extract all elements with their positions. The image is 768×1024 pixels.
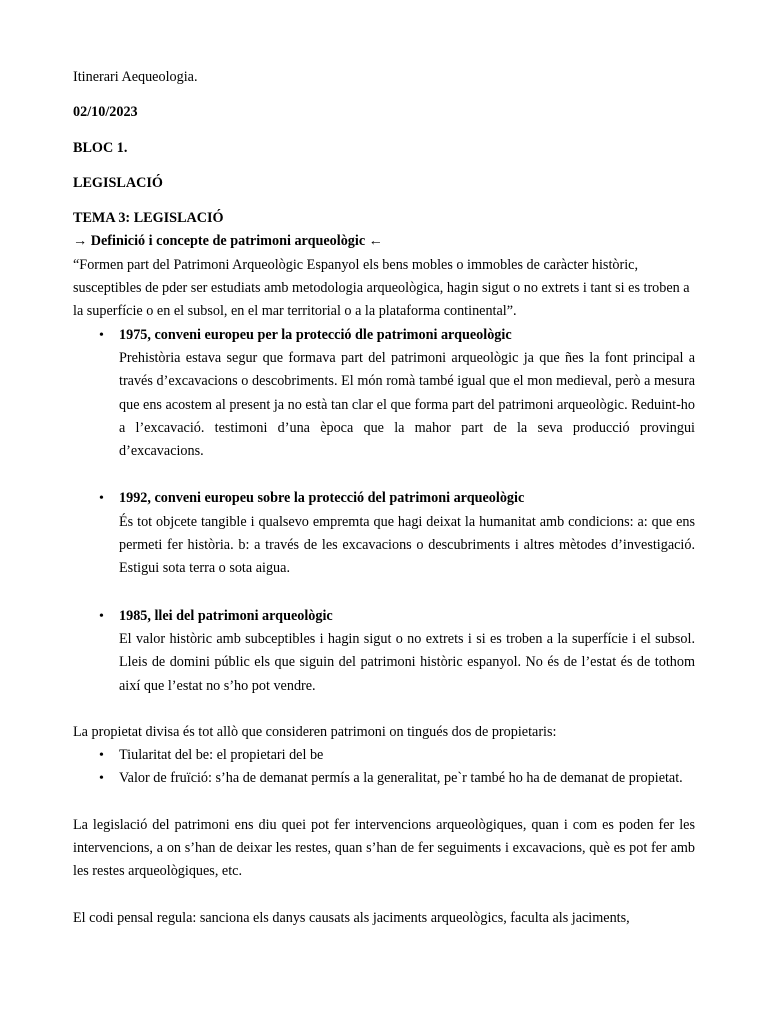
list-item-body: Prehistòria estava segur que formava part del patrimoni arqueològic ja que ñes la font principal a través d’excavacions o descobriments. El món romà també igual que el mon medieval, però a mesura que ens acostem al present ja no està tan clar el que forma part del patrimoni arqueològic. Reduint-ho a l’excavació. testimoni d’una època que la mahor part de la seva producció provingui d’excavacions. bbox=[119, 349, 695, 460]
list-item-body: És tot objcete tangible i qualsevo empremta que hagi deixat la humanitat amb condicions: a: que ens permeti fer història. b: a través de les excavacions o descubriments i altres mètodes d’investigació. Estigui sota terra o sota aigua. bbox=[119, 513, 695, 577]
list-item-text: • Valor de fruïció: s’ha de demanat permís a la generalitat, pe`r també ho ha de demanat de propietat. bbox=[119, 770, 683, 787]
legislation-list bbox=[73, 324, 695, 698]
document-date: 02/10/2023 bbox=[73, 104, 138, 121]
list-item-text: • Tiularitat del be: el propietari del be bbox=[119, 747, 324, 764]
tema-heading: TEMA 3: LEGISLACIÓ bbox=[73, 210, 224, 227]
list-item bbox=[73, 744, 695, 767]
list-item-heading: • 1975, conveni europeu per la protecció dle patrimoni arqueològic bbox=[119, 326, 512, 343]
legislacio-paragraph: La legislació del patrimoni ens diu quei pot fer intervencions arqueològiques, quan i com es poden fer les intervencions, a on s’han de deixar les restes, quan s’han de fer seguiments i excavacions, què es pot fer amb les restes arqueològiques, etc. bbox=[73, 816, 695, 880]
codi-penal-paragraph: El codi pensal regula: sanciona els danys causats als jaciments arqueològics, faculta als jaciments, bbox=[73, 909, 630, 926]
list-item bbox=[73, 324, 695, 464]
bloc-heading: BLOC 1. bbox=[73, 139, 128, 156]
document-page bbox=[73, 66, 695, 930]
list-item bbox=[73, 605, 695, 698]
document-title: Itinerari Aequeologia. bbox=[73, 69, 198, 85]
list-item-heading: • 1992, conveni europeu sobre la protecció del patrimoni arqueològic bbox=[119, 490, 525, 507]
definition-heading: → Definició i concepte de patrimoni arqueològic ← bbox=[73, 233, 383, 250]
propietat-intro: La propietat divisa és tot allò que consideren patrimoni on tingués dos de propietaris: bbox=[73, 723, 557, 740]
list-item bbox=[73, 767, 695, 790]
section-heading: LEGISLACIÓ bbox=[73, 174, 163, 191]
list-item-body: El valor històric amb subceptibles i hagin sigut o no extrets i si es troben a la superfície i el subsol. Lleis de domini públic els que siguin del patrimoni històric espanyol. No és de l’estat és de tothom així que l’estat no s’ho pot vendre. bbox=[119, 630, 695, 694]
list-item bbox=[73, 487, 695, 580]
list-item-heading: • 1985, llei del patrimoni arqueològic bbox=[119, 607, 333, 624]
definition-quote: “Formen part del Patrimoni Arqueològic Espanyol els bens mobles o immobles de caràcter històric, susceptibles de pder ser estudiats amb metodologia arqueològica, hagin sigut o no extrets i tant si es troben a la superfície o en el subsol, en el mar territorial o a la plataforma continental”. bbox=[73, 256, 690, 320]
propietat-list bbox=[73, 744, 695, 791]
